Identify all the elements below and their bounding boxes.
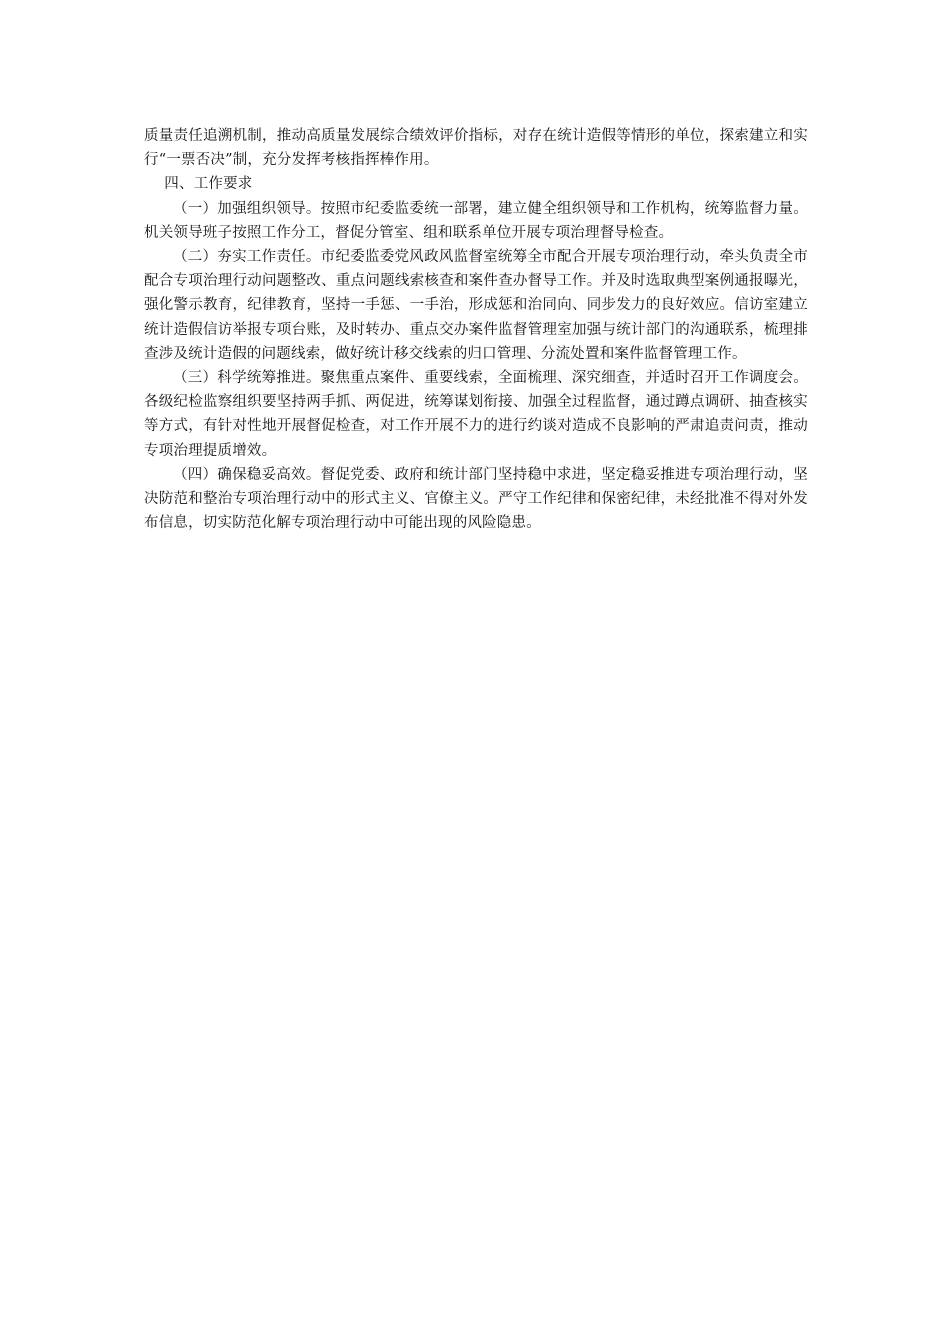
paragraph-continuation: 质量责任追溯机制，推动高质量发展综合绩效评价指标，对存在统计造假等情形的单位，探索建立和实行“一票否决”制，充分发挥考核指挥棒作用。 [144,128,808,169]
document-body [144,124,808,535]
section-heading-work-requirements: 四、工作要求 [164,176,253,193]
paragraph-stability-efficiency: （四）确保稳妥高效。督促党委、政府和统计部门坚持稳中求进，坚定稳妥推进专项治理行动，坚决防范和整治专项治理行动中的形式主义、官僚主义。严守工作纪律和保密纪律，未经批准不得对外发布信息，切实防范化解专项治理行动中可能出现的风险隐患。 [144,466,808,532]
paragraph-scientific-coordination: （三）科学统筹推进。聚焦重点案件、重要线索，全面梳理、深究细查，并适时召开工作调度会。各级纪检监察组织要坚持两手抓、两促进，统筹谋划衔接、加强全过程监督，通过蹲点调研、抽查核实等方式，有针对性地开展督促检查，对工作开展不力的进行约谈对造成不良影响的严肃追责问责，推动专项治理提质增效。 [144,370,808,459]
paragraph-work-responsibility: （二）夯实工作责任。市纪委监委党风政风监督室统筹全市配合开展专项治理行动，牵头负责全市配合专项治理行动问题整改、重点问题线索核查和案件查办督导工作。并及时选取典型案例通报曝光，强化警示教育，纪律教育，坚持一手惩、一手治，形成惩和治同向、同步发力的良好效应。信访室建立统计造假信访举报专项台账，及时转办、重点交办案件监督管理室加强与统计部门的沟通联系，梳理排查涉及统计造假的问题线索，做好统计移交线索的归口管理、分流处置和案件监督管理工作。 [144,249,808,362]
paragraph-organization-leadership: （一）加强组织领导。按照市纪委监委统一部署，建立健全组织领导和工作机构，统筹监督力量。机关领导班子按照工作分工，督促分管室、组和联系单位开展专项治理督导检查。 [144,200,808,241]
